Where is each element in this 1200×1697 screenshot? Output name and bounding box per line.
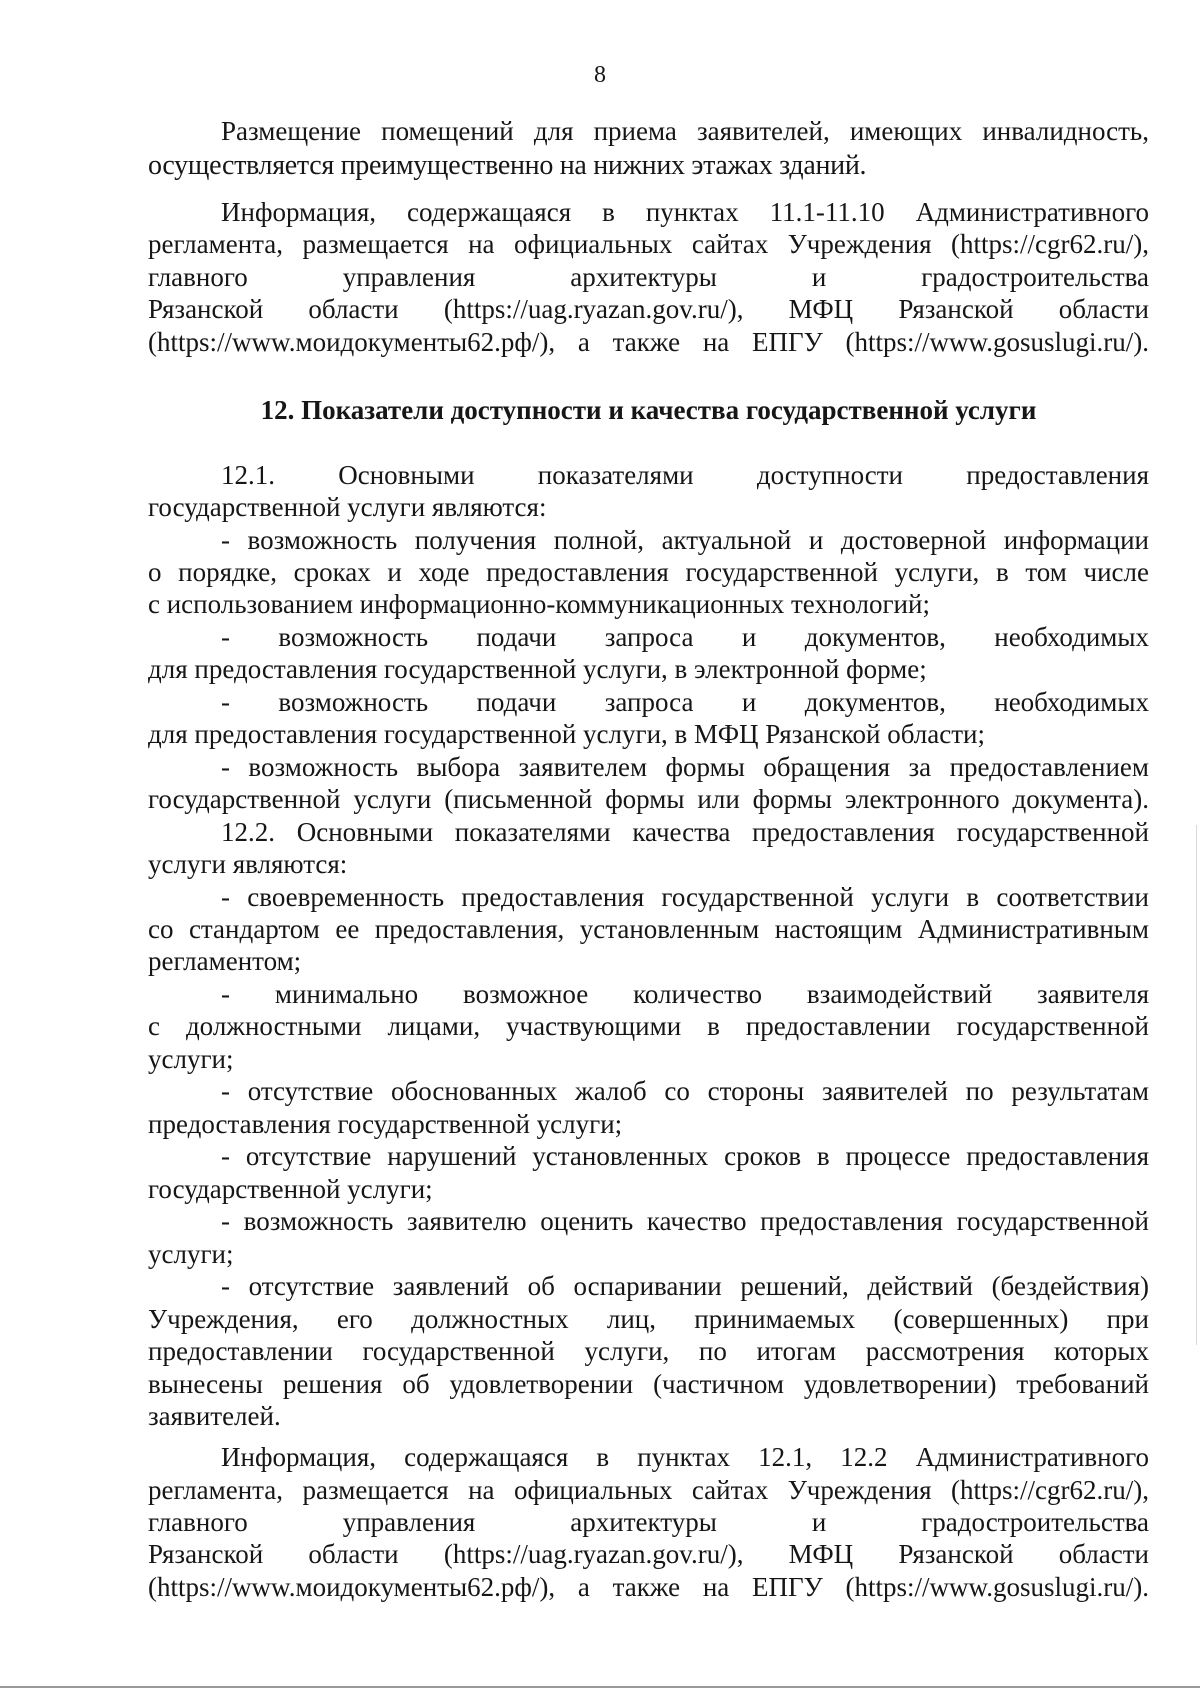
list-item-line: государственной услуги (письменной формы или формы электронного документа). [148,784,1149,814]
list-item-line: услуги; [148,1044,234,1074]
list-item-line: - возможность подачи запроса и документов, необходимых [221,687,1149,717]
list-item-line: - своевременность предоставления государственной услуги в соответствии [221,882,1149,912]
paragraph-line: (https://www.моидокументы62.рф/), а также на ЕПГУ (https://www.gosuslugi.ru/). [148,327,1149,357]
paragraph-line: (https://www.моидокументы62.рф/), а также на ЕПГУ (https://www.gosuslugi.ru/). [148,1572,1149,1602]
list-item-line: со стандартом ее предоставления, установленным настоящим Административным [148,914,1149,944]
paragraph-line: регламента, размещается на официальных сайтах Учреждения (https://cgr62.ru/), [148,229,1149,259]
paragraph-line: Информация, содержащаяся в пунктах 11.1-11.10 Административного [221,197,1149,227]
list-item-line: государственной услуги; [148,1174,433,1204]
list-item-line: - отсутствие нарушений установленных сроков в процессе предоставления [221,1141,1149,1171]
list-item-line: - отсутствие заявлений об оспаривании решений, действий (бездействия) [221,1271,1149,1301]
list-item-line: - возможность заявителю оценить качество предоставления государственной [221,1206,1149,1236]
paragraph-line: Размещение помещений для приема заявителей, имеющих инвалидность, [221,116,1149,146]
list-item-line: предоставления государственной услуги; [148,1109,623,1139]
paragraph-line: государственной услуги являются: [148,492,547,522]
list-item-line: с использованием информационно-коммуникационных технологий; [148,589,930,619]
paragraph-line: главного управления архитектуры и градостроительства [148,262,1149,292]
list-item-line: регламентом; [148,946,302,976]
list-item-line: - возможность выбора заявителем формы обращения за предоставлением [221,752,1149,782]
list-item-line: для предоставления государственной услуги, в электронной форме; [148,654,927,684]
paragraph-line: Рязанской области (https://uag.ryazan.gov.ru/), МФЦ Рязанской области [148,1539,1149,1569]
list-item-line: с должностными лицами, участвующими в предоставлении государственной [148,1011,1149,1041]
list-item-line: - возможность подачи запроса и документов, необходимых [221,622,1149,652]
list-item-line: заявителей. [148,1401,281,1431]
section-heading: 12. Показатели доступности и качества государственной услуги [260,395,1037,425]
list-item-line: - отсутствие обоснованных жалоб со стороны заявителей по результатам [221,1076,1149,1106]
paragraph-line: осуществляется преимущественно на нижних этажах зданий. [148,150,867,181]
paragraph-line: 12.1. Основными показателями доступности предоставления [221,460,1149,490]
list-item-line: предоставлении государственной услуги, по итогам рассмотрения которых [148,1336,1149,1366]
list-item-line: Учреждения, его должностных лиц, принимаемых (совершенных) при [148,1304,1149,1334]
paragraph-line: Информация, содержащаяся в пунктах 12.1, 12.2 Административного [221,1442,1149,1472]
list-item-line: для предоставления государственной услуги, в МФЦ Рязанской области; [148,719,985,749]
paragraph-line: Рязанской области (https://uag.ryazan.gov.ru/), МФЦ Рязанской области [148,294,1149,324]
paragraph-line: услуги являются: [148,849,348,879]
list-item-line: вынесены решения об удовлетворении (частичном удовлетворении) требований [148,1369,1149,1399]
list-item-line: - возможность получения полной, актуальной и достоверной информации [221,525,1149,555]
page-number: 8 [594,62,606,88]
paragraph-line: 12.2. Основными показателями качества предоставления государственной [221,817,1149,847]
list-item-line: - минимально возможное количество взаимодействий заявителя [221,979,1149,1009]
paragraph-line: регламента, размещается на официальных сайтах Учреждения (https://cgr62.ru/), [148,1475,1149,1505]
list-item-line: услуги; [148,1239,234,1269]
list-item-line: о порядке, сроках и ходе предоставления государственной услуги, в том числе [148,557,1149,587]
scan-edge-mark [1196,825,1197,1345]
scan-edge-line [0,1686,1200,1688]
paragraph-line: главного управления архитектуры и градостроительства [148,1507,1149,1537]
